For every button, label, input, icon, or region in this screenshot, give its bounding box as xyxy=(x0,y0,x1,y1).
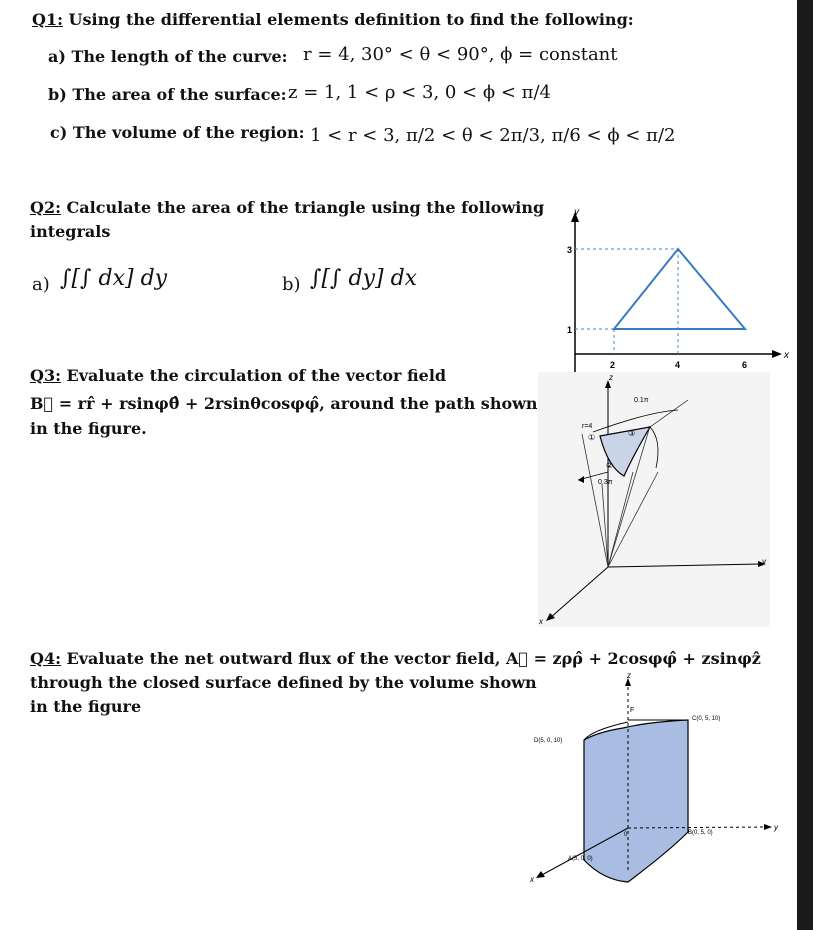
origin-label: 0 xyxy=(624,832,628,838)
path-point-1: ① xyxy=(588,433,596,442)
angle-label-0-1pi: 0.1π xyxy=(634,397,649,404)
path-point-3: ③ xyxy=(628,429,636,438)
q2b-integral: ∫[∫ dy] dx xyxy=(310,266,418,291)
point-F-label: F xyxy=(630,707,635,714)
x-tick-6: 6 xyxy=(742,360,748,370)
y-axis-arrow xyxy=(764,824,772,830)
q1a-label: a) The length of the curve: xyxy=(48,47,288,66)
q3-title xyxy=(30,364,446,388)
q3-text-line2: B⃗ = rr̂ + rsinφθ̂ + 2rsinθcosφφ̂, around the path shown xyxy=(30,394,538,413)
y-axis-label: y xyxy=(762,557,766,566)
point-A-label: A(5, 0, 0) xyxy=(568,856,593,862)
q1b-label: b) The area of the surface: xyxy=(48,85,287,104)
q1c-expression: 1 < r < 3, π/2 < θ < 2π/3, π/6 < ϕ < π/2 xyxy=(310,125,676,146)
q2-number: Q2: xyxy=(30,198,61,217)
point-B-label: B(0, 5, 0) xyxy=(688,830,713,836)
q1a-expression: r = 4, 30° < θ < 90°, ϕ = constant xyxy=(303,44,618,65)
q2-title xyxy=(30,196,544,220)
q4-number: Q4: xyxy=(30,649,61,668)
q3-spherical-path-figure xyxy=(538,372,770,627)
q4-text-line1: Evaluate the net outward flux of the vector field, A⃗ = zρρ̂ + 2cosφφ̂ + zsinφẑ xyxy=(60,649,761,668)
q2-text-line1: Calculate the area of the triangle using the following xyxy=(60,198,545,217)
q3-text-line3: in the figure. xyxy=(30,419,147,438)
angle-label-0-3pi: 0.3π xyxy=(598,479,613,486)
q1b-expression: z = 1, 1 < ρ < 3, 0 < ϕ < π/4 xyxy=(288,82,552,103)
x-tick-4: 4 xyxy=(675,360,681,370)
z-axis-label: z xyxy=(609,373,613,382)
q4-title xyxy=(30,647,761,671)
radius-label: r=4 xyxy=(582,423,593,430)
right-border xyxy=(797,0,813,930)
y-tick-3: 3 xyxy=(567,245,573,255)
x-axis-arrow xyxy=(772,350,782,358)
q2a-label: a) xyxy=(32,274,50,295)
y-axis-label: y xyxy=(774,823,778,832)
x-axis-label: x xyxy=(784,350,789,361)
q1-title xyxy=(32,8,634,32)
q4-text-line3: in the figure xyxy=(30,697,142,716)
q4-text-line2: through the closed surface defined by the volume shown xyxy=(30,673,537,692)
y-tick-1: 1 xyxy=(567,325,573,335)
cylinder-body xyxy=(584,720,688,882)
q2-text-line2: integrals xyxy=(30,222,111,241)
q1c-label: c) The volume of the region: xyxy=(50,123,305,142)
path-point-2: ② xyxy=(606,461,614,470)
x-axis-label: x xyxy=(530,875,534,884)
triangle xyxy=(614,249,745,329)
y-axis-label: y xyxy=(574,207,579,218)
q3-text-line1: Evaluate the circulation of the vector field xyxy=(60,366,447,385)
q2a-integral: ∫[∫ dx] dy xyxy=(60,266,168,291)
q3-number: Q3: xyxy=(30,366,61,385)
x-tick-2: 2 xyxy=(610,360,616,370)
q3-figure-background xyxy=(538,372,770,627)
q4-cylinder-figure xyxy=(528,672,786,892)
x-axis-label: x xyxy=(539,617,543,626)
q2-triangle-figure xyxy=(548,200,798,380)
z-axis-label: z xyxy=(627,672,631,680)
point-C-label: C(0, 5, 10) xyxy=(692,716,721,722)
point-D-label: D(5, 0, 10) xyxy=(534,738,563,744)
q1-text: Using the differential elements definition to find the following: xyxy=(62,10,634,29)
q1-number: Q1: xyxy=(32,10,63,29)
q2b-label: b) xyxy=(282,274,301,295)
